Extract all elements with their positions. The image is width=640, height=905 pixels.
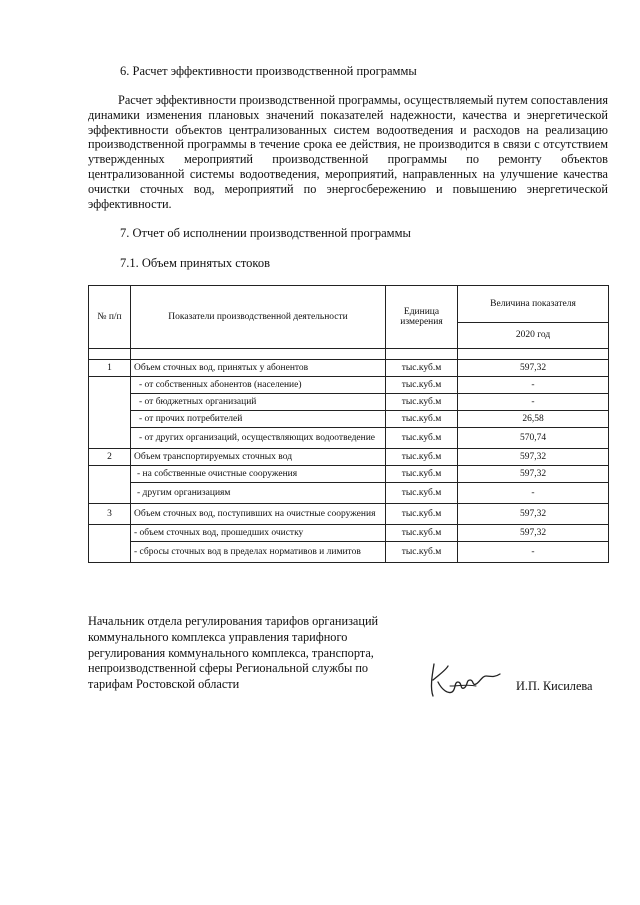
table-row <box>89 428 609 449</box>
cell-num <box>89 377 131 449</box>
cell-name: - на собственные очистные сооружения <box>131 466 386 483</box>
cell-unit: тыс.куб.м <box>386 483 458 504</box>
cell-value: 570,74 <box>458 428 609 449</box>
table-row <box>89 504 609 525</box>
cell-unit: тыс.куб.м <box>386 411 458 428</box>
section-7-1-heading: 7.1. Объем принятых стоков <box>120 256 270 270</box>
cell-name: - другим организациям <box>131 483 386 504</box>
cell-name: - от других организаций, осуществляющих водоотведение <box>131 428 386 449</box>
cell-name: Объем сточных вод, поступивших на очистные сооружения <box>131 504 386 525</box>
header-indicator: Показатели производственной деятельности <box>131 286 386 349</box>
table-row <box>89 377 609 394</box>
cell-unit: тыс.куб.м <box>386 466 458 483</box>
header-num: № п/п <box>89 286 131 349</box>
cell-num <box>89 466 131 504</box>
cell-value: 597,32 <box>458 525 609 542</box>
cell-name: - от бюджетных организаций <box>131 394 386 411</box>
handwritten-signature <box>424 656 502 702</box>
header-unit: Единица измерения <box>386 286 458 349</box>
cell-value: - <box>458 394 609 411</box>
cell-value: 597,32 <box>458 449 609 466</box>
cell-name: Объем сточных вод, принятых у абонентов <box>131 360 386 377</box>
table-row <box>89 360 609 377</box>
cell-num: 1 <box>89 360 131 377</box>
section-6-paragraph: Расчет эффективности производственной программы, осуществляемый путем сопоставления динамики изменения плановых значений показателей надежности, качества и энергетической эффективности объектов централизованных систем водоотведения и расходов на реализацию производственной программы в течение срока ее действия, не производится в связи с отсутствием утвержденных мероприятий производственной программы по ремонту объектов централизованной системы водоотведения, мероприятий, направленных на улучшение качества очистки сточных вод, мероприятий по энергосбережению и повышению энергетической эффективности. <box>88 93 608 211</box>
cell-value: 26,58 <box>458 411 609 428</box>
cell-num <box>89 525 131 563</box>
section-6-heading: 6. Расчет эффективности производственной программы <box>120 64 417 78</box>
header-value: Величина показателя <box>458 286 609 323</box>
cell-name: Объем транспортируемых сточных вод <box>131 449 386 466</box>
cell-unit: тыс.куб.м <box>386 394 458 411</box>
table-row <box>89 542 609 563</box>
cell-num: 2 <box>89 449 131 466</box>
cell-value: - <box>458 483 609 504</box>
cell-num: 3 <box>89 504 131 525</box>
cell-value: - <box>458 377 609 394</box>
cell-unit: тыс.куб.м <box>386 360 458 377</box>
table-row <box>89 483 609 504</box>
cell-name: - сбросы сточных вод в пределах нормативов и лимитов <box>131 542 386 563</box>
signatory-position: Начальник отдела регулирования тарифов организаций коммунального комплекса управления тарифного регулирования коммунального комплекса, транспорта, непроизводственной сферы Региональной службы по тарифам Ростовской области <box>88 614 379 692</box>
cell-value: 597,32 <box>458 466 609 483</box>
cell-unit: тыс.куб.м <box>386 449 458 466</box>
cell-name: - объем сточных вод, прошедших очистку <box>131 525 386 542</box>
signatory-name: И.П. Кисилева <box>516 679 593 693</box>
cell-unit: тыс.куб.м <box>386 504 458 525</box>
cell-name: - от собственных абонентов (население) <box>131 377 386 394</box>
cell-unit: тыс.куб.м <box>386 428 458 449</box>
header-year: 2020 год <box>458 323 609 349</box>
table-row <box>89 525 609 542</box>
table-row <box>89 394 609 411</box>
cell-unit: тыс.куб.м <box>386 377 458 394</box>
cell-unit: тыс.куб.м <box>386 542 458 563</box>
cell-value: - <box>458 542 609 563</box>
table-row <box>89 466 609 483</box>
section-7-heading: 7. Отчет об исполнении производственной программы <box>120 226 411 240</box>
table-row <box>89 411 609 428</box>
production-table <box>88 285 609 563</box>
cell-value: 597,32 <box>458 504 609 525</box>
cell-unit: тыс.куб.м <box>386 525 458 542</box>
cell-value: 597,32 <box>458 360 609 377</box>
table-row <box>89 449 609 466</box>
cell-name: - от прочих потребителей <box>131 411 386 428</box>
